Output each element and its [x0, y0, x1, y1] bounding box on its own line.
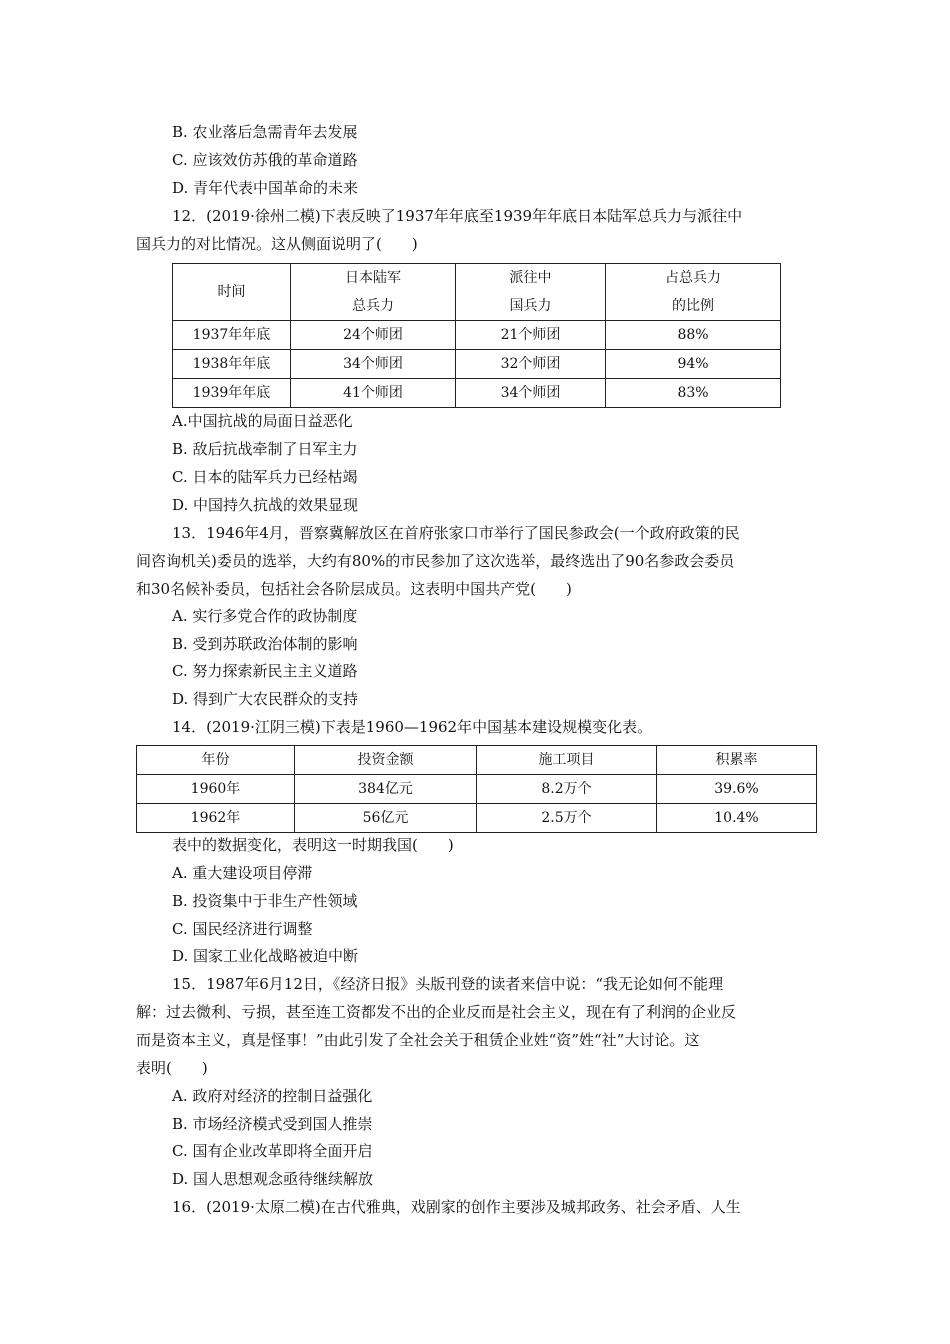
- q14-table: [136, 745, 817, 833]
- q15-option-b: B. 市场经济模式受到国人推崇: [172, 1115, 373, 1133]
- q15-stem-line4: 表明( ): [136, 1059, 208, 1077]
- table-header-cell: 日本陆军 总兵力: [291, 264, 456, 321]
- q11-option-b: B. 农业落后急需青年去发展: [172, 123, 358, 141]
- table-header-cell: 年份: [137, 746, 295, 775]
- table-cell: 384亿元: [295, 775, 477, 804]
- q14-option-b: B. 投资集中于非生产性领域: [172, 892, 358, 910]
- table-cell: 1938年年底: [173, 350, 291, 379]
- q12-option-d: D. 中国持久抗战的效果显现: [172, 496, 359, 514]
- table-cell: 88%: [606, 321, 781, 350]
- table-cell: 34个师团: [291, 350, 456, 379]
- table-row: [137, 775, 817, 804]
- table-cell: 1937年年底: [173, 321, 291, 350]
- table-header-cell: 占总兵力 的比例: [606, 264, 781, 321]
- q16-stem-line1: 16．(2019·太原二模)在古代雅典，戏剧家的创作主要涉及城邦政务、社会矛盾、人生: [172, 1198, 741, 1216]
- table-header-cell: 投资金额: [295, 746, 477, 775]
- table-cell: 2.5万个: [477, 804, 657, 833]
- q14-option-a: A. 重大建设项目停滞: [172, 864, 313, 882]
- q12-table: [172, 263, 781, 408]
- q11-option-c: C. 应该效仿苏俄的革命道路: [172, 151, 358, 169]
- table-cell: 8.2万个: [477, 775, 657, 804]
- table-cell: 1962年: [137, 804, 295, 833]
- q15-stem-line3: 而是资本主义，真是怪事！”由此引发了全社会关于租赁企业姓“资”姓“社”大讨论。这: [136, 1031, 700, 1049]
- q15-stem-line1: 15．1987年6月12日，《经济日报》头版刊登的读者来信中说：“我无论如何不能理: [172, 975, 724, 993]
- q15-option-d: D. 国人思想观念亟待继续解放: [172, 1170, 374, 1188]
- table-cell: 94%: [606, 350, 781, 379]
- q13-stem-line3: 和30名候补委员，包括社会各阶层成员。这表明中国共产党( ): [136, 580, 572, 598]
- table-row: [173, 350, 781, 379]
- table-cell: 10.4%: [657, 804, 817, 833]
- q15-option-c: C. 国有企业改革即将全面开启: [172, 1142, 373, 1160]
- q12-option-b: B. 敌后抗战牵制了日军主力: [172, 440, 358, 458]
- q15-stem-line2: 解：过去微利、亏损，甚至连工资都发不出的企业反而是社会主义，现在有了利润的企业反: [136, 1003, 737, 1021]
- table-cell: 39.6%: [657, 775, 817, 804]
- q13-stem-line2: 间咨询机关)委员的选举，大约有80%的市民参加了这次选举，最终选出了90名参政会委员: [136, 552, 735, 570]
- table-row: [137, 804, 817, 833]
- table-cell: 1960年: [137, 775, 295, 804]
- q14-option-c: C. 国民经济进行调整: [172, 920, 313, 938]
- q15-option-a: A. 政府对经济的控制日益强化: [172, 1087, 373, 1105]
- table-cell: 21个师团: [456, 321, 606, 350]
- q13-option-b: B. 受到苏联政治体制的影响: [172, 635, 358, 653]
- table-header-cell: 积累率: [657, 746, 817, 775]
- table-cell: 56亿元: [295, 804, 477, 833]
- q13-stem-line1: 13．1946年4月，晋察冀解放区在首府张家口市举行了国民参政会(一个政府政策的民: [172, 524, 740, 542]
- q13-option-a: A. 实行多党合作的政协制度: [172, 607, 358, 625]
- table-header-cell: 派往中 国兵力: [456, 264, 606, 321]
- q14-stem-line1: 14．(2019·江阴三模)下表是1960—1962年中国基本建设规模变化表。: [172, 718, 653, 736]
- q13-option-d: D. 得到广大农民群众的支持: [172, 690, 359, 708]
- table-cell: 34个师团: [456, 379, 606, 408]
- table-cell: 24个师团: [291, 321, 456, 350]
- q14-stem-after: 表中的数据变化，表明这一时期我国( ): [172, 836, 454, 854]
- table-row: [173, 321, 781, 350]
- table-header-row: [137, 746, 817, 775]
- q12-option-c: C. 日本的陆军兵力已经枯竭: [172, 468, 358, 486]
- q13-option-c: C. 努力探索新民主主义道路: [172, 662, 358, 680]
- q14-option-d: D. 国家工业化战略被迫中断: [172, 947, 359, 965]
- table-header-row: [173, 264, 781, 321]
- q12-option-a: A.中国抗战的局面日益恶化: [172, 412, 353, 430]
- q11-option-d: D. 青年代表中国革命的未来: [172, 179, 359, 197]
- table-header-cell: 时间: [173, 264, 291, 321]
- table-row: [173, 379, 781, 408]
- table-cell: 32个师团: [456, 350, 606, 379]
- table-cell: 1939年年底: [173, 379, 291, 408]
- q12-stem-line2: 国兵力的对比情况。这从侧面说明了( ): [136, 235, 418, 253]
- table-cell: 83%: [606, 379, 781, 408]
- table-cell: 41个师团: [291, 379, 456, 408]
- table-header-cell: 施工项目: [477, 746, 657, 775]
- q12-stem-line1: 12．(2019·徐州二模)下表反映了1937年年底至1939年年底日本陆军总兵力与派往中: [172, 207, 743, 225]
